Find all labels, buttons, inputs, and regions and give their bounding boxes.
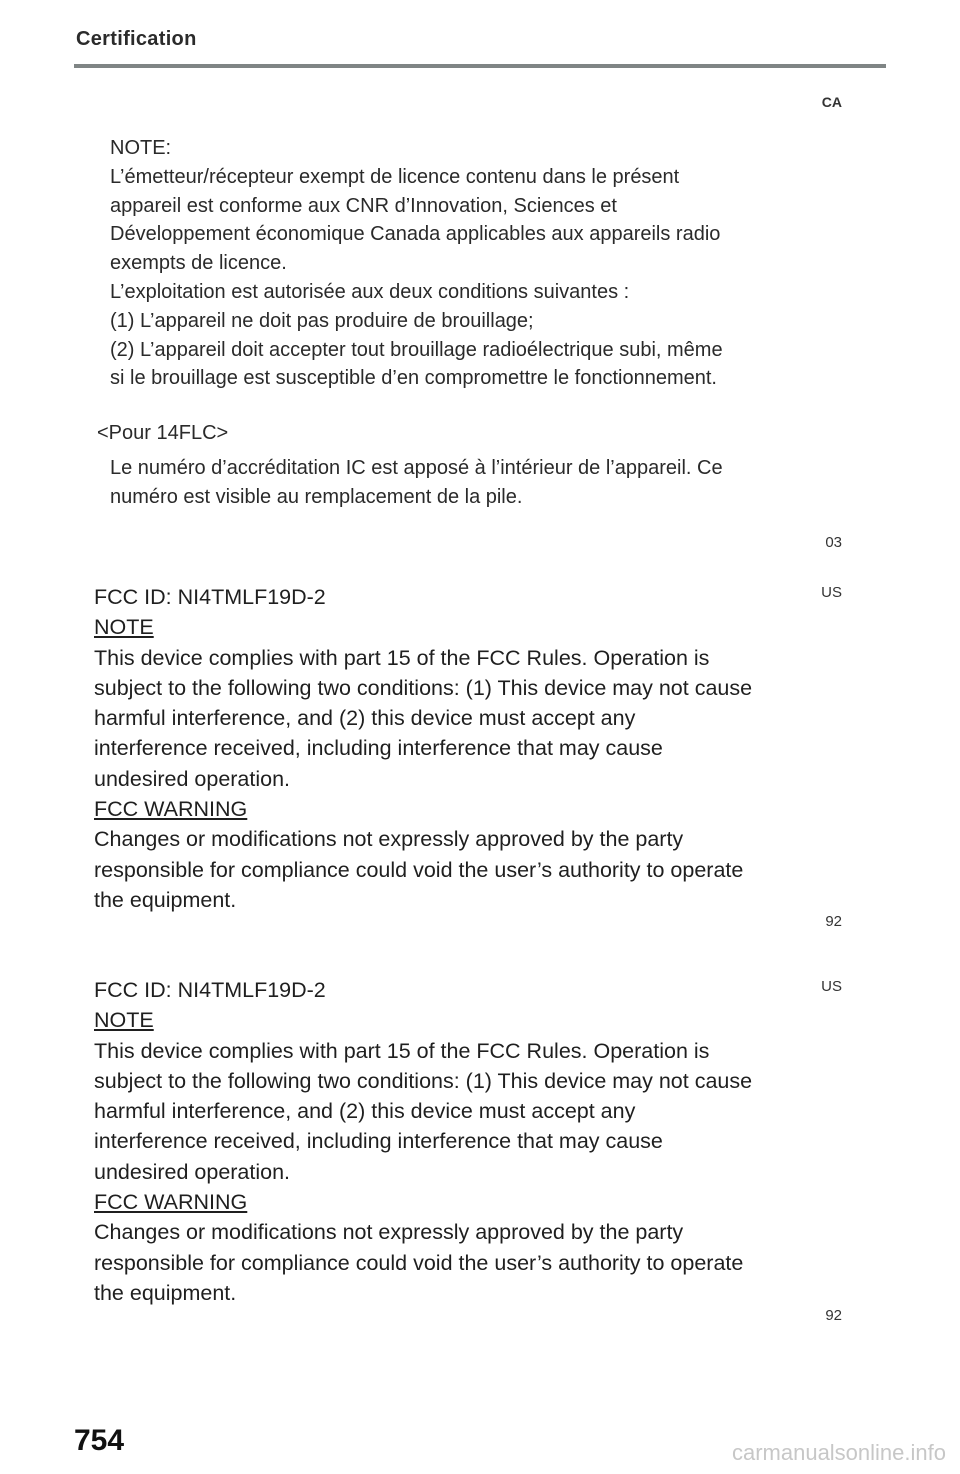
note-line: This device complies with part 15 of the FCC Rules. Operation is — [94, 645, 710, 670]
note-line: subject to the following two conditions: (1) This device may not cause — [94, 1068, 753, 1093]
note-line: harmful interference, and (2) this device must accept any — [94, 706, 636, 731]
warning-line: responsible for compliance could void the user’s authority to operate — [94, 1250, 744, 1275]
fcc-id-line: FCC ID: NI4TMLF19D-2 — [94, 585, 326, 609]
pour-model-label: <Pour 14FLC> — [97, 422, 229, 444]
note-heading: NOTE — [94, 1008, 154, 1033]
region-code-us: US — [821, 584, 842, 601]
note-line: interference received, including interference that may cause — [94, 1129, 663, 1154]
french-note-line: L’émetteur/récepteur exempt de licence contenu dans le présent — [110, 165, 680, 188]
note-line: undesired operation. — [94, 766, 291, 791]
french-note-block — [110, 134, 810, 393]
warning-line: the equipment. — [94, 887, 237, 912]
note-line: harmful interference, and (2) this device must accept any — [94, 1099, 636, 1124]
warning-line: Changes or modifications not expressly approved by the party — [94, 827, 684, 852]
note-line: This device complies with part 15 of the FCC Rules. Operation is — [94, 1038, 710, 1063]
french-note-line: exempts de licence. — [110, 252, 287, 275]
region-code-92: 92 — [825, 913, 842, 930]
pour-text-block — [110, 454, 830, 512]
note-line: interference received, including interference that may cause — [94, 736, 663, 761]
fcc-block-1 — [94, 582, 834, 915]
warning-heading: FCC WARNING — [94, 797, 248, 822]
section-title: Certification — [76, 28, 197, 50]
fcc-block-2 — [94, 975, 834, 1308]
french-note-line: NOTE: — [110, 137, 172, 159]
french-note-line: L’exploitation est autorisée aux deux conditions suivantes : — [110, 280, 630, 303]
warning-line: the equipment. — [94, 1280, 237, 1305]
header-divider — [74, 64, 886, 68]
page-number: 754 — [74, 1424, 125, 1457]
french-note-line: (1) L’appareil ne doit pas produire de brouillage; — [110, 309, 534, 332]
region-code-us: US — [821, 978, 842, 995]
french-note-line: si le brouillage est susceptible d’en compromettre le fonctionnement. — [110, 367, 717, 390]
french-note-line: (2) L’appareil doit accepter tout brouillage radioélectrique subi, même — [110, 338, 723, 361]
warning-line: Changes or modifications not expressly approved by the party — [94, 1220, 684, 1245]
french-note-line: appareil est conforme aux CNR d’Innovation, Sciences et — [110, 194, 617, 217]
fcc-id-line: FCC ID: NI4TMLF19D-2 — [94, 978, 326, 1002]
pour-text-line: numéro est visible au remplacement de la pile. — [110, 486, 523, 508]
french-note-line: Développement économique Canada applicables aux appareils radio — [110, 223, 721, 246]
note-line: undesired operation. — [94, 1159, 291, 1184]
note-line: subject to the following two conditions: (1) This device may not cause — [94, 675, 753, 700]
warning-heading: FCC WARNING — [94, 1190, 248, 1215]
site-watermark: carmanualsonline.info — [731, 1440, 946, 1465]
region-code-ca: CA — [821, 94, 842, 110]
note-heading: NOTE — [94, 615, 154, 640]
region-code-92: 92 — [825, 1307, 842, 1324]
pour-text-line: Le numéro d’accréditation IC est apposé à l’intérieur de l’appareil. Ce — [110, 457, 723, 479]
warning-line: responsible for compliance could void the user’s authority to operate — [94, 857, 744, 882]
region-code-03: 03 — [825, 534, 842, 551]
